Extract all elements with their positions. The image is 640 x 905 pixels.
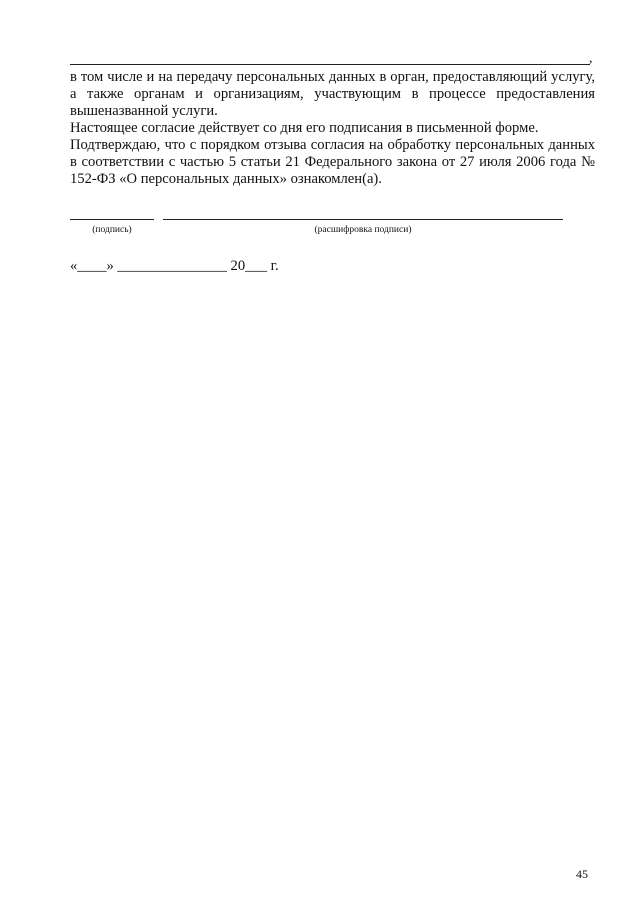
signature-line bbox=[70, 219, 154, 220]
page-number: 45 bbox=[576, 867, 588, 881]
blank-fill-line bbox=[70, 64, 590, 65]
paragraph-confirmation: Подтверждаю, что с порядком отзыва согласия на обработку персональных данных в соответствии с частью 5 статьи 21 Федерального закона от 27 июля 2006 года № 152-ФЗ «О персональных данных» ознакомлен(а). bbox=[70, 137, 595, 187]
paragraph-data-transfer: в том числе и на передачу персональных данных в орган, предоставляющий услугу, а также органам и организациям, участвующим в процессе предоставления вышеназванной услуги. bbox=[70, 69, 595, 119]
signature-decoding-line bbox=[163, 219, 563, 220]
trailing-comma: , bbox=[589, 51, 593, 66]
signature-caption: (подпись) bbox=[92, 225, 132, 235]
paragraph-validity: Настоящее согласие действует со дня его подписания в письменной форме. bbox=[70, 120, 539, 136]
signature-decoding-caption: (расшифровка подписи) bbox=[314, 225, 412, 235]
consent-text-block bbox=[70, 69, 595, 188]
date-line: «____» _______________ 20___ г. bbox=[70, 258, 279, 274]
